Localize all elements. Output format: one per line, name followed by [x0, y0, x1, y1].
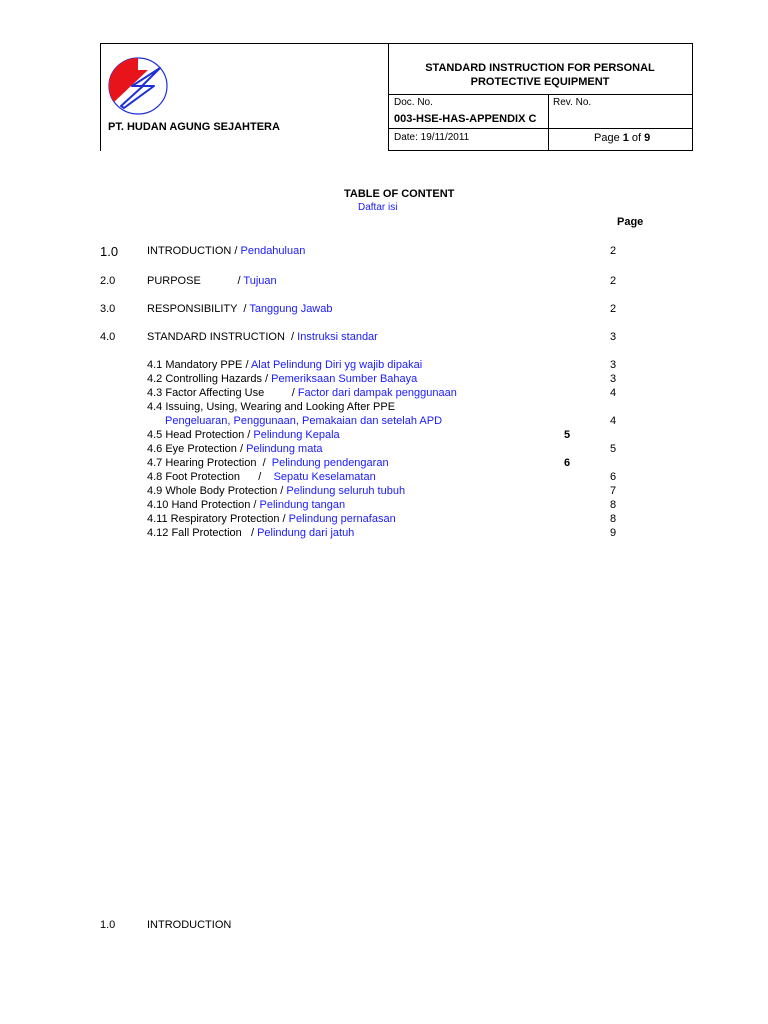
toc-subentry-english: 4.10 Hand Protection / — [147, 499, 260, 511]
toc-subentry-label — [147, 471, 376, 483]
page-total: 9 — [644, 132, 651, 144]
toc-subentry[interactable] — [0, 443, 768, 457]
toc-subentry-page: 8 — [610, 513, 617, 525]
toc-subentry-english: 4.4 Issuing, Using, Wearing and Looking After PPE — [147, 401, 396, 413]
toc-subentry[interactable] — [0, 457, 768, 471]
toc-subentry-indonesian: Pelindung dari jatuh — [257, 527, 355, 539]
toc-subentry-label — [147, 485, 405, 497]
company-name: PT. HUDAN AGUNG SEJAHTERA — [108, 121, 280, 133]
toc-entry-indonesian: Pendahuluan — [240, 245, 306, 257]
toc-subentry-label — [147, 401, 395, 413]
toc-entry-label — [147, 245, 305, 257]
toc-entry-responsibility[interactable] — [0, 303, 768, 317]
page-indicator — [594, 132, 650, 144]
toc-title: TABLE OF CONTENT — [344, 188, 455, 200]
toc-subentry-indonesian: Pelindung pendengaran — [271, 457, 389, 469]
document-title-line2: PROTECTIVE EQUIPMENT — [470, 76, 610, 88]
toc-entry-introduction[interactable] — [0, 245, 768, 259]
toc-subentry[interactable] — [0, 499, 768, 513]
toc-subentry-page: 3 — [610, 373, 617, 385]
toc-entry-english: RESPONSIBILITY / — [147, 303, 250, 315]
section-title: INTRODUCTION — [147, 919, 232, 931]
toc-entry-english: INTRODUCTION / — [147, 245, 241, 257]
page-of: of — [628, 132, 645, 144]
toc-entry-page: 2 — [610, 275, 617, 287]
toc-subentry-page: 4 — [610, 415, 617, 427]
toc-subentry[interactable] — [0, 359, 768, 373]
toc-subentry-indonesian: Alat Pelindung Diri yg wajib dipakai — [250, 359, 423, 371]
toc-subentry[interactable] — [0, 513, 768, 527]
toc-entry-standard-instruction[interactable] — [0, 331, 768, 345]
toc-subentry-indonesian: Factor dari dampak penggunaan — [297, 387, 457, 399]
toc-subentry-label — [147, 443, 323, 455]
document-title-line1: STANDARD INSTRUCTION FOR PERSONAL — [425, 62, 655, 74]
toc-entry-page: 3 — [610, 331, 617, 343]
toc-subentry[interactable] — [0, 429, 768, 443]
toc-subentry-indonesian: Pengeluaran, Penggunaan, Pemakaian dan setelah APD — [165, 415, 443, 427]
toc-subentry-english: 4.8 Foot Protection / — [147, 471, 274, 483]
toc-subentry-label — [147, 429, 340, 441]
toc-subentry-english: 4.1 Mandatory PPE / — [147, 359, 251, 371]
toc-subentry-label — [147, 457, 389, 469]
toc-subentry-english: 4.3 Factor Affecting Use / — [147, 387, 298, 399]
toc-entry-number: 4.0 — [100, 331, 116, 343]
toc-subentry-page: 9 — [610, 527, 617, 539]
toc-subentry-english: 4.2 Controlling Hazards / — [147, 373, 272, 385]
toc-subentry-page: 5 — [610, 443, 617, 455]
toc-subentry-indonesian: Pelindung mata — [246, 443, 323, 455]
toc-entry-purpose[interactable] — [0, 275, 768, 289]
doc-no-value: 003-HSE-HAS-APPENDIX C — [394, 113, 537, 125]
toc-subentry-english: 4.6 Eye Protection / — [147, 443, 247, 455]
toc-subentry-continuation[interactable] — [0, 415, 768, 429]
toc-subentry[interactable] — [0, 527, 768, 541]
toc-entry-label — [147, 331, 378, 343]
toc-entry-indonesian: Tujuan — [243, 275, 277, 287]
toc-subtitle: Daftar isi — [358, 202, 398, 213]
toc-subentry-indonesian: Pelindung Kepala — [253, 429, 340, 441]
toc-entry-indonesian: Instruksi standar — [297, 331, 378, 343]
page-current: 1 — [622, 132, 629, 144]
toc-subentry-indonesian: Pelindung seluruh tubuh — [286, 485, 406, 497]
toc-subentry-page: 8 — [610, 499, 617, 511]
toc-subentry-indonesian: Pelindung pernafasan — [288, 513, 396, 525]
doc-no-label: Doc. No. — [394, 97, 433, 108]
toc-entry-label — [147, 303, 333, 315]
rev-no-label: Rev. No. — [553, 97, 592, 108]
toc-subentry[interactable] — [0, 387, 768, 401]
toc-subentry-page: 6 — [564, 457, 571, 469]
toc-subentry-label — [147, 359, 422, 371]
toc-subentry-english: 4.7 Hearing Protection / — [147, 457, 272, 469]
toc-subentry-english: 4.12 Fall Protection / — [147, 527, 258, 539]
toc-subentry-indonesian: Pelindung tangan — [259, 499, 346, 511]
toc-subentry-page: 3 — [610, 359, 617, 371]
toc-entry-number: 2.0 — [100, 275, 116, 287]
toc-subentry-label — [147, 499, 345, 511]
document-date: Date: 19/11/2011 — [394, 132, 470, 143]
toc-entry-indonesian: Tanggung Jawab — [249, 303, 333, 315]
toc-subentry-label — [147, 527, 354, 539]
toc-entry-number: 1.0 — [100, 244, 119, 259]
toc-entry-english: PURPOSE / — [147, 275, 244, 287]
toc-subentry-indonesian: Sepatu Keselamatan — [273, 471, 376, 483]
toc-subentry[interactable] — [0, 471, 768, 485]
toc-subentry-page: 7 — [610, 485, 617, 497]
toc-subentry[interactable] — [0, 485, 768, 499]
toc-entry-english: STANDARD INSTRUCTION / — [147, 331, 298, 343]
toc-subentry-indonesian: Pemeriksaan Sumber Bahaya — [271, 373, 418, 385]
toc-entry-number: 3.0 — [100, 303, 116, 315]
toc-subentry-page: 6 — [610, 471, 617, 483]
page-label: Page — [594, 132, 623, 144]
toc-subentry-english: 4.11 Respiratory Protection / — [147, 513, 289, 525]
page-column-header: Page — [617, 216, 644, 228]
toc-entry-page: 2 — [610, 245, 617, 257]
toc-subentry[interactable] — [0, 401, 768, 415]
toc-entry-page: 2 — [610, 303, 617, 315]
toc-subentry-english: 4.9 Whole Body Protection / — [147, 485, 287, 497]
toc-subentry[interactable] — [0, 373, 768, 387]
toc-subentry-label — [147, 513, 396, 525]
company-logo — [108, 56, 172, 116]
toc-subentry-english: 4.5 Head Protection / — [147, 429, 254, 441]
section-number: 1.0 — [100, 919, 116, 931]
toc-subentry-label — [147, 387, 457, 399]
toc-entry-label — [147, 275, 277, 287]
toc-subentry-page: 5 — [564, 429, 571, 441]
toc-subentry-label — [147, 373, 417, 385]
toc-subentry-page: 4 — [610, 387, 617, 399]
